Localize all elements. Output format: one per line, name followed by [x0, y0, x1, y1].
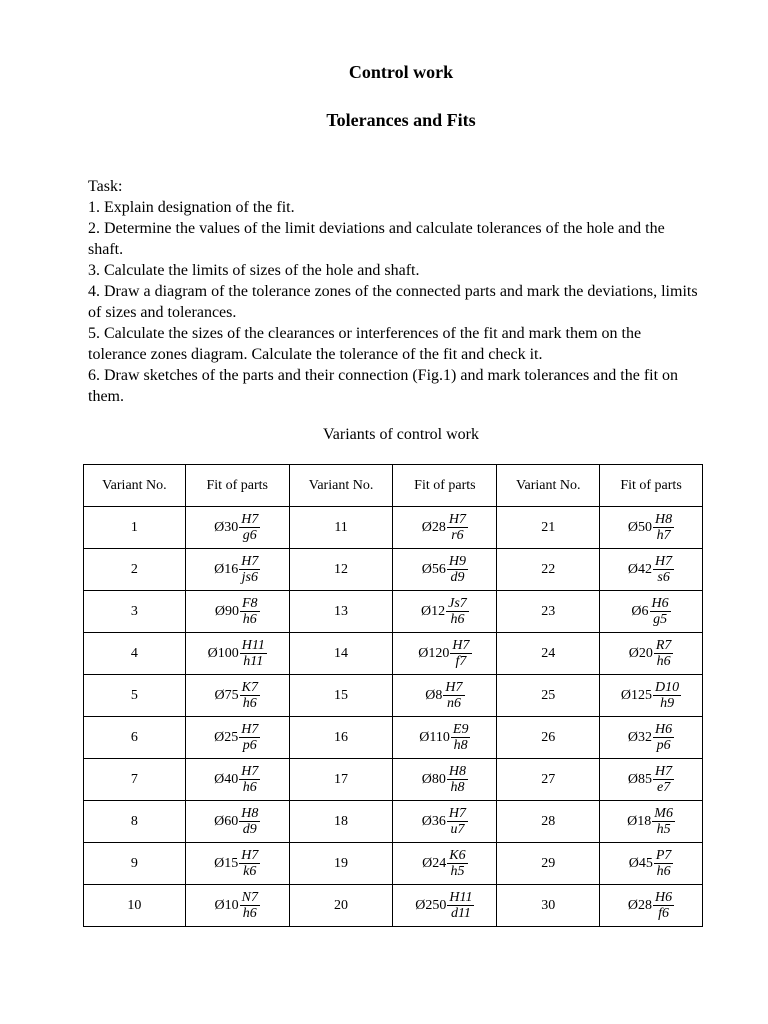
fit-fraction	[239, 848, 260, 879]
variant-number: 8	[84, 801, 186, 843]
shaft-tolerance: h5	[656, 822, 671, 837]
table-row	[84, 801, 703, 843]
hole-tolerance: H11	[449, 890, 473, 905]
shaft-tolerance: f6	[658, 906, 670, 921]
fit-fraction	[239, 554, 260, 585]
nominal-diameter: Ø56	[421, 561, 446, 577]
nominal-diameter: Ø60	[214, 813, 239, 829]
fit-cell	[600, 507, 703, 549]
fit-designation	[208, 638, 267, 669]
hole-tolerance: R7	[655, 638, 672, 653]
fit-designation	[628, 890, 674, 921]
variant-number: 26	[497, 717, 600, 759]
table-row	[84, 843, 703, 885]
hole-tolerance: H8	[241, 806, 259, 821]
shaft-tolerance: h6	[242, 612, 257, 627]
fit-designation	[628, 512, 674, 543]
fit-designation	[415, 890, 474, 921]
shaft-tolerance: h8	[450, 780, 465, 795]
fit-fraction	[653, 722, 674, 753]
variant-number: 29	[497, 843, 600, 885]
nominal-diameter: Ø15	[214, 855, 239, 871]
fit-cell	[185, 885, 289, 927]
nominal-diameter: Ø20	[628, 645, 653, 661]
nominal-diameter: Ø28	[627, 897, 653, 913]
variant-number: 6	[84, 717, 186, 759]
shaft-tolerance: d9	[242, 822, 257, 837]
variant-number: 28	[497, 801, 600, 843]
document-subtitle: Tolerances and Fits	[326, 110, 476, 130]
shaft-tolerance: p6	[656, 738, 671, 753]
nominal-diameter: Ø90	[214, 603, 239, 619]
fit-cell	[393, 843, 497, 885]
fit-fraction	[239, 512, 260, 543]
shaft-tolerance: h7	[656, 528, 671, 543]
fit-cell	[393, 759, 497, 801]
nominal-diameter: Ø25	[214, 729, 239, 745]
hole-tolerance: H6	[651, 596, 669, 611]
hole-tolerance: M6	[654, 806, 673, 821]
fit-cell	[393, 885, 497, 927]
nominal-diameter: Ø125	[620, 687, 653, 703]
shaft-tolerance: f7	[455, 654, 467, 669]
nominal-diameter: Ø24	[422, 855, 447, 871]
variant-number: 14	[289, 633, 393, 675]
table-row	[84, 507, 703, 549]
nominal-diameter: Ø80	[421, 771, 446, 787]
fit-designation	[422, 806, 468, 837]
fit-designation	[422, 554, 468, 585]
shaft-tolerance: h8	[453, 738, 468, 753]
hole-tolerance: P7	[655, 848, 672, 863]
nominal-diameter: Ø42	[627, 561, 653, 577]
fit-cell	[600, 717, 703, 759]
fit-fraction	[653, 554, 674, 585]
task-item: 3. Calculate the limits of sizes of the hole and shaft.	[88, 262, 420, 279]
nominal-diameter: Ø18	[627, 813, 652, 829]
fit-designation	[418, 638, 471, 669]
shaft-tolerance: h6	[450, 612, 465, 627]
variant-number: 13	[289, 591, 393, 633]
hole-tolerance: H7	[655, 554, 673, 569]
fit-fraction	[447, 890, 474, 921]
shaft-tolerance: g5	[653, 612, 668, 627]
hole-tolerance: H7	[448, 512, 466, 527]
hole-tolerance: H7	[655, 764, 673, 779]
fit-fraction	[446, 596, 469, 627]
fit-cell	[185, 675, 289, 717]
hole-tolerance: H7	[448, 806, 466, 821]
fit-fraction	[240, 890, 260, 921]
variant-number: 1	[84, 507, 186, 549]
fit-designation	[214, 680, 259, 711]
fit-fraction	[450, 638, 471, 669]
variant-number: 25	[497, 675, 600, 717]
hole-tolerance: H8	[655, 512, 673, 527]
fit-designation	[215, 596, 260, 627]
header-fit-of-parts: Fit of parts	[393, 465, 497, 507]
hole-tolerance: F8	[242, 596, 258, 611]
hole-tolerance: D10	[655, 680, 680, 695]
hole-tolerance: Js7	[448, 596, 467, 611]
table-row	[84, 633, 703, 675]
hole-tolerance: N7	[241, 890, 258, 905]
hole-tolerance: H8	[448, 764, 466, 779]
variant-number: 12	[289, 549, 393, 591]
variant-number: 16	[289, 717, 393, 759]
fit-designation	[628, 722, 674, 753]
variant-number: 17	[289, 759, 393, 801]
fit-designation	[422, 764, 468, 795]
fit-cell	[185, 507, 289, 549]
fit-cell	[393, 633, 497, 675]
fit-fraction	[653, 890, 674, 921]
fit-fraction	[239, 722, 260, 753]
variant-number: 27	[497, 759, 600, 801]
header-variant-no: Variant No.	[84, 465, 186, 507]
variant-number: 11	[289, 507, 393, 549]
task-item: 6. Draw sketches of the parts and their connection (Fig.1) and mark tolerances and the fit on them.	[88, 367, 679, 405]
fit-cell	[600, 633, 703, 675]
nominal-diameter: Ø120	[418, 645, 450, 661]
task-section	[88, 176, 703, 407]
fit-designation	[627, 806, 675, 837]
nominal-diameter: Ø110	[419, 729, 450, 745]
hole-tolerance: H7	[445, 680, 463, 695]
nominal-diameter: Ø8	[425, 687, 443, 703]
fit-fraction	[447, 512, 468, 543]
shaft-tolerance: h6	[656, 864, 671, 879]
fit-cell	[393, 591, 497, 633]
fit-fraction	[650, 596, 671, 627]
table-header-row	[84, 465, 703, 507]
fit-cell	[393, 801, 497, 843]
fit-cell	[393, 717, 497, 759]
header-fit-of-parts: Fit of parts	[185, 465, 289, 507]
hole-tolerance: H7	[241, 554, 259, 569]
fit-designation	[214, 764, 260, 795]
header-fit-of-parts: Fit of parts	[600, 465, 703, 507]
variant-number: 5	[84, 675, 186, 717]
fit-designation	[214, 890, 259, 921]
fit-fraction	[447, 848, 467, 879]
nominal-diameter: Ø12	[420, 603, 446, 619]
shaft-tolerance: h9	[660, 696, 675, 711]
variant-number: 3	[84, 591, 186, 633]
task-item: 1. Explain designation of the fit.	[88, 199, 295, 216]
shaft-tolerance: h6	[242, 696, 257, 711]
fit-fraction	[239, 806, 260, 837]
fit-fraction	[240, 596, 260, 627]
fit-designation	[214, 554, 260, 585]
variant-number: 2	[84, 549, 186, 591]
fit-cell	[600, 549, 703, 591]
nominal-diameter: Ø75	[214, 687, 239, 703]
shaft-tolerance: h5	[450, 864, 465, 879]
variant-number: 24	[497, 633, 600, 675]
table-row	[84, 717, 703, 759]
nominal-diameter: Ø30	[214, 519, 239, 535]
variant-number: 9	[84, 843, 186, 885]
fit-fraction	[447, 764, 468, 795]
task-item: 2. Determine the values of the limit deviations and calculate tolerances of the hole and the shaft.	[88, 220, 665, 258]
variant-number: 30	[497, 885, 600, 927]
variant-number: 18	[289, 801, 393, 843]
nominal-diameter: Ø50	[627, 519, 653, 535]
variant-number: 22	[497, 549, 600, 591]
hole-tolerance: H9	[448, 554, 466, 569]
fit-designation	[628, 764, 674, 795]
fit-designation	[425, 680, 464, 711]
fit-designation	[214, 512, 260, 543]
fit-designation	[629, 848, 674, 879]
fit-designation	[422, 512, 468, 543]
shaft-tolerance: e7	[657, 780, 671, 795]
fit-cell	[185, 591, 289, 633]
shaft-tolerance: js6	[241, 570, 258, 585]
fit-fraction	[653, 764, 674, 795]
shaft-tolerance: s6	[657, 570, 670, 585]
fit-cell	[185, 633, 289, 675]
variants-table	[83, 464, 703, 927]
nominal-diameter: Ø36	[421, 813, 446, 829]
fit-designation	[214, 806, 260, 837]
fit-fraction	[653, 680, 681, 711]
fit-designation	[629, 638, 674, 669]
hole-tolerance: H7	[241, 722, 259, 737]
shaft-tolerance: g6	[242, 528, 257, 543]
fit-cell	[185, 717, 289, 759]
fit-cell	[185, 801, 289, 843]
table-row	[84, 675, 703, 717]
shaft-tolerance: h6	[242, 906, 257, 921]
table-row	[84, 759, 703, 801]
fit-fraction	[239, 764, 260, 795]
hole-tolerance: H11	[241, 638, 265, 653]
fit-designation	[621, 680, 681, 711]
variant-number: 20	[289, 885, 393, 927]
hole-tolerance: K7	[241, 680, 258, 695]
nominal-diameter: Ø10	[214, 897, 239, 913]
nominal-diameter: Ø250	[415, 897, 447, 913]
nominal-diameter: Ø6	[631, 603, 649, 619]
nominal-diameter: Ø28	[421, 519, 446, 535]
fit-fraction	[653, 512, 674, 543]
variant-number: 15	[289, 675, 393, 717]
hole-tolerance: E9	[452, 722, 469, 737]
hole-tolerance: H6	[655, 890, 673, 905]
hole-tolerance: H7	[241, 848, 259, 863]
fit-fraction	[447, 806, 468, 837]
fit-cell	[600, 591, 703, 633]
fit-designation	[214, 722, 260, 753]
fit-cell	[393, 549, 497, 591]
fit-cell	[393, 507, 497, 549]
fit-cell	[600, 759, 703, 801]
nominal-diameter: Ø40	[214, 771, 239, 787]
variant-number: 21	[497, 507, 600, 549]
document-title: Control work	[348, 62, 454, 82]
shaft-tolerance: n6	[446, 696, 461, 711]
shaft-tolerance: d11	[450, 906, 471, 921]
fit-cell	[600, 885, 703, 927]
hole-tolerance: H7	[241, 764, 259, 779]
fit-cell	[600, 843, 703, 885]
fit-fraction	[447, 554, 468, 585]
variant-number: 23	[497, 591, 600, 633]
hole-tolerance: H6	[655, 722, 673, 737]
variant-number: 4	[84, 633, 186, 675]
header-variant-no: Variant No.	[289, 465, 393, 507]
fit-fraction	[240, 680, 260, 711]
fit-fraction	[240, 638, 267, 669]
fit-cell	[185, 843, 289, 885]
fit-fraction	[451, 722, 471, 753]
nominal-diameter: Ø32	[627, 729, 653, 745]
hole-tolerance: K6	[449, 848, 466, 863]
shaft-tolerance: h11	[243, 654, 264, 669]
table-caption: Variants of control work	[323, 426, 479, 443]
fit-fraction	[652, 806, 675, 837]
nominal-diameter: Ø100	[207, 645, 239, 661]
shaft-tolerance: p6	[242, 738, 257, 753]
fit-cell	[393, 675, 497, 717]
shaft-tolerance: u7	[450, 822, 465, 837]
table-row	[84, 591, 703, 633]
shaft-tolerance: r6	[451, 528, 464, 543]
shaft-tolerance: d9	[450, 570, 465, 585]
nominal-diameter: Ø16	[214, 561, 239, 577]
task-item: 5. Calculate the sizes of the clearances or interferences of the fit and mark them on the tolerance zones diagram. Calculate the tolerance of the fit and check it.	[88, 325, 642, 363]
shaft-tolerance: h6	[242, 780, 257, 795]
shaft-tolerance: h6	[656, 654, 671, 669]
fit-cell	[600, 675, 703, 717]
fit-cell	[185, 549, 289, 591]
nominal-diameter: Ø85	[627, 771, 653, 787]
table-row	[84, 549, 703, 591]
fit-fraction	[654, 848, 674, 879]
shaft-tolerance: k6	[243, 864, 257, 879]
fit-fraction	[443, 680, 464, 711]
fit-designation	[421, 596, 469, 627]
nominal-diameter: Ø45	[628, 855, 653, 871]
task-item: 4. Draw a diagram of the tolerance zones of the connected parts and mark the deviations, limits of sizes and tolerances.	[88, 283, 698, 321]
hole-tolerance: H7	[241, 512, 259, 527]
fit-designation	[419, 722, 470, 753]
hole-tolerance: H7	[452, 638, 470, 653]
variant-number: 19	[289, 843, 393, 885]
table-row	[84, 885, 703, 927]
variant-number: 10	[84, 885, 186, 927]
variant-number: 7	[84, 759, 186, 801]
fit-designation	[628, 554, 674, 585]
fit-designation	[214, 848, 260, 879]
fit-designation	[422, 848, 467, 879]
fit-designation	[631, 596, 670, 627]
task-heading: Task:	[88, 178, 123, 195]
fit-cell	[185, 759, 289, 801]
header-variant-no: Variant No.	[497, 465, 600, 507]
fit-cell	[600, 801, 703, 843]
fit-fraction	[654, 638, 674, 669]
